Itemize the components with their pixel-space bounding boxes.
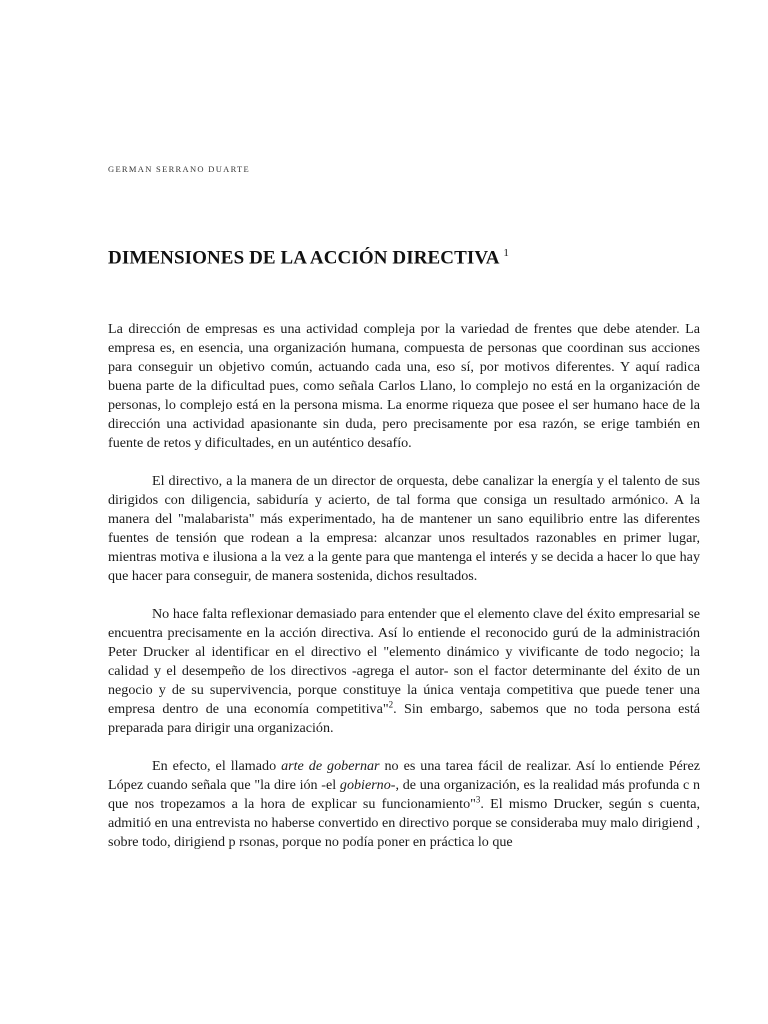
footnote-marker-3: 3 — [475, 794, 481, 805]
footnote-marker-2: 2 — [388, 699, 394, 710]
paragraph-4-italic-phrase: arte de gobernar — [281, 758, 380, 774]
document-body — [108, 320, 700, 871]
author-header: GERMAN SERRANO DUARTE — [108, 164, 251, 174]
paragraph-4-part-b: no es una tarea fácil de realizar. Así lo entiende Pérez López cuando señala que "la dire ión -el — [108, 758, 700, 793]
paragraph-3 — [108, 605, 700, 738]
paragraph-3-text: No hace falta reflexionar demasiado para entender que el elemento clave del éxito empresarial se encuentra precisamente en la acción directiva. Así lo entiende el reconocido gurú de la administración Peter Drucker al identificar en el directivo el "elemento dinámico y vivificante de todo negocio; la calidad y el desempeño de los directivos -agrega el autor- son el factor determinante del éxito de un negocio y de su supervivencia, porque constituye la única ventaja competitiva que puede tener una empresa dentro de una economía competitiva" — [108, 606, 700, 717]
paragraph-4-part-a: En efecto, el llamado — [152, 758, 282, 774]
paragraph-3-tail: . Sin embargo, sabemos que no toda persona está preparada para dirigir una organización. — [108, 701, 700, 736]
paragraph-4-part-d: . El mismo Drucker, según s cuenta, admitió en una entrevista no haberse convertido en directivo porque se consideraba muy malo dirigiend , sobre todo, dirigiend p rsonas, porque no podía poner en práctica lo que — [108, 796, 701, 850]
paragraph-4 — [108, 757, 700, 852]
document-title — [108, 247, 509, 269]
paragraph-4-italic-word: gobierno — [339, 777, 391, 793]
paragraph-2: El directivo, a la manera de un director de orquesta, debe canalizar la energía y el talento de sus dirigidos con diligencia, sabiduría y acierto, de tal forma que consiga un resultado armónico. A la manera del "malabarista" más experimentado, ha de mantener un sano equilibrio entre las diferentes fuentes de tensión que rodean a la empresa: alcanzar unos resultados razonables en primer lugar, mientras motiva e ilusiona a la vez a la gente para que mantenga el interés y se decida a hacer lo que hay que hacer para conseguir, de manera sostenida, dichos resultados. — [108, 473, 700, 584]
paragraph-1: La dirección de empresas es una actividad compleja por la variedad de frentes que debe atender. La empresa es, en esencia, una organización humana, compuesta de personas que coordinan sus acciones para conseguir un objetivo común, actuando cada una, eso sí, por motivos diferentes. Y aquí radica buena parte de la dificultad pues, como señala Carlos Llano, lo complejo no está en la organización de personas, lo complejo está en la persona misma. La enorme riqueza que posee el ser humano hace de la dirección una actividad apasionante sin duda, pero precisamente por esa razón, se erige también en fuente de retos y dificultades, en un auténtico desafío. — [108, 321, 700, 451]
paragraph-4-part-c: -, de una organización, es la realidad más profunda c n que nos tropezamos a la hora de explicar su funcionamiento" — [108, 777, 700, 812]
title-footnote-marker: 1 — [503, 247, 510, 259]
title-text: DIMENSIONES DE LA ACCIÓN DIRECTIVA — [108, 247, 499, 269]
